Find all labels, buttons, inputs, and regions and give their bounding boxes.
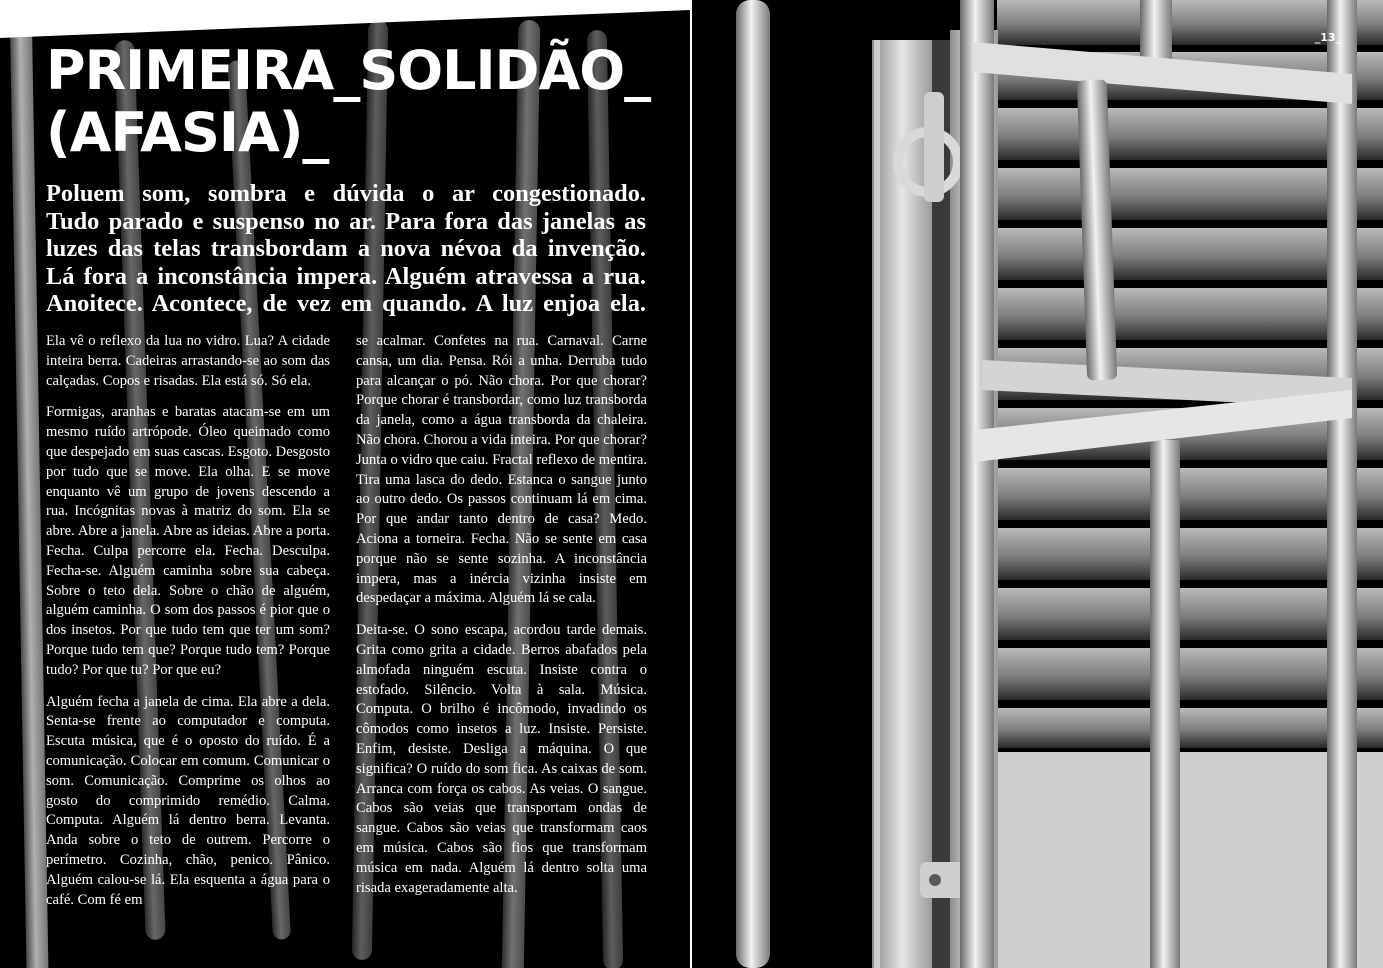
body-paragraph: se acalmar. Confetes na rua. Carnaval. Carne cansa, um dia. Pensa. Rói a unha. Derruba tudo para alcançar o pó. Não chora. Por que chorar? Porque chorar é transbordar, como luz transborda da janela, como a água transborda da chaleira. Não chora. Chorou a vida inteira. Por que chorar? Junta o vidro que caiu. Fractal reflexo de mentira. Tira uma lasca do dedo. Estanca o sangue junto ao outro dedo. Os passos continuam lá em cima. Por que andar tanto dentro de casa? Medo. Aciona a torneira. Fecha. Não se sente em casa porque não se sente sozinha. A inconstância impera, mas a inércia vizinha insiste em despedaçar a máxima. Alguém lá se cala. — [356, 333, 647, 607]
body-paragraph: Alguém fecha a janela de cima. Ela abre a dela. Senta-se frente ao computador e computa. Escuta música, que é o oposto do ruído. É a comunicação. Colocar em comum. Comunicar o som. Comunicação. Comprime os olhos ao gosto do comprimido remédio. Calma. Computa. Alguém lá dentro berra. Levanta. Anda sobre o teto de outrem. Percorre o perímetro. Cozinha, chão, penico. Pânico. Alguém calou-se lá. Ela esquenta a água para o café. Com fé em — [46, 693, 330, 908]
lead-line: Lá fora a inconstância impera. Alguém atravessa a rua. — [46, 262, 646, 290]
lead-paragraph — [46, 180, 646, 318]
title-line: (AFASIA)_ — [46, 101, 329, 164]
title-line: PRIMEIRA_SOLIDÃO_ — [46, 39, 651, 102]
text-column-1 — [46, 332, 330, 922]
lead-line: Poluem som, sombra e dúvida o ar congestionado. — [46, 180, 646, 207]
page-number: _13_ — [1314, 31, 1341, 44]
text-column-2 — [356, 332, 647, 910]
right-page — [692, 0, 1383, 968]
article-title — [46, 40, 666, 164]
body-paragraph: Deita-se. O sono escapa, acordou tarde demais. Grita como grita a cidade. Berros abafados pela almofada ninguém escuta. Insiste contra o estofado. Silêncio. Volta à sala. Música. Computa. O brilho é incômodo, invadindo os cômodos como insetos a luz. Insiste. Persiste. Enfim, desiste. Desliga a máquina. O que significa? O ruído do som fica. As caixas de som. Arranca com força os cabos. As veias. O sangue. Cabos são veias que transportam ondas de sangue. Cabos são veias que transformam caos em música. Cabos são fios que transformam música em nada. Alguém lá dentro solta uma risada exageradamente alta. — [356, 622, 647, 896]
window-photo — [692, 0, 1383, 968]
window-shutter-image — [692, 0, 1383, 968]
lead-line: luzes das telas transbordam a nova névoa da invenção. — [46, 235, 646, 262]
shutter-slats — [997, 0, 1383, 968]
background-bar — [9, 0, 49, 968]
body-paragraph: Formigas, aranhas e baratas atacam-se em um mesmo ruído artrópode. Óleo queimado como que despejado em suas cascas. Esgoto. Desgosto por tudo que se move. Ela olha. E se move enquanto vê um grupo de jovens descendo a rua. Incógnitas novas à matriz do som. Ela se abre. Abre a janela. Abre as ideias. Abre a porta. Fecha. Culpa percorre ela. Fecha. Desculpa. Fecha-se. Alguém caminha sobre sua cabeça. Sobre o teto dela. Sobre o chão de alguém, alguém caminha. O som dos passos é pior que o dos insetos. Por que tudo tem que ter um som? Porque tudo tem que? Porque tudo tem? Porque tudo? Por que tu? Por que eu? — [46, 404, 330, 678]
lead-line: Anoitece. Acontece, de vez em quando. A luz enjoa ela. — [46, 290, 646, 317]
left-page — [0, 0, 690, 968]
body-paragraph: Ela vê o reflexo da lua no vidro. Lua? A cidade inteira berra. Cadeiras arrastando-se ao som das calçadas. Copos e risadas. Ela está só. Só ela. — [46, 333, 330, 389]
lead-line: Tudo parado e suspenso no ar. Para fora das janelas as — [46, 207, 646, 235]
